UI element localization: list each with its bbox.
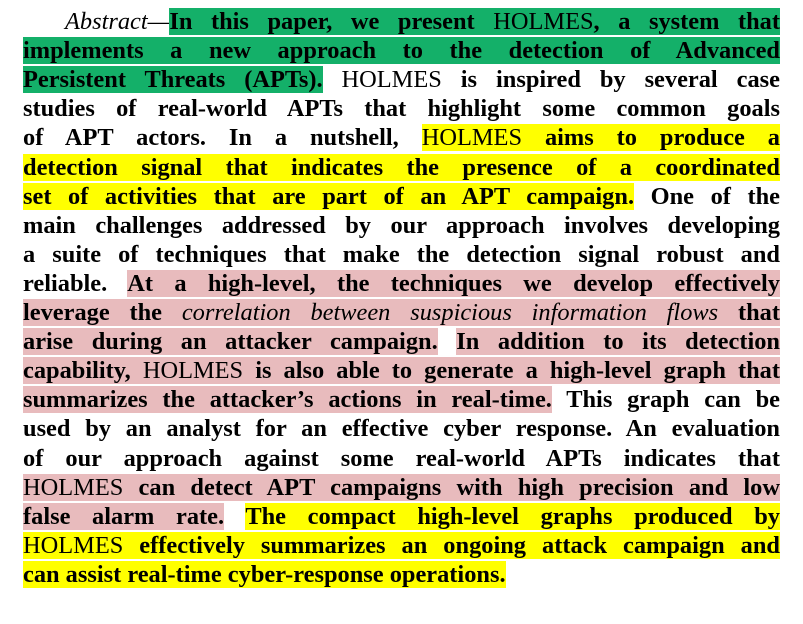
- abstract-line: [23, 328, 780, 356]
- pink-highlight-segment: summarizes the attacker’s actions in real-time.: [23, 386, 552, 414]
- green-highlight-segment: , a system that: [593, 8, 780, 35]
- abstract-line: [23, 241, 780, 269]
- system-name-smallcaps: OLMES: [160, 357, 244, 385]
- pink-highlight-segment: is also able to generate a high-level graph that: [243, 357, 780, 385]
- system-name-smallcaps: H: [341, 66, 360, 94]
- text-segment: One of the: [634, 182, 780, 210]
- text-segment: reliable.: [23, 269, 128, 297]
- pink-highlight-segment: In addition to its detection: [456, 328, 780, 356]
- abstract-line: [23, 154, 780, 182]
- pink-highlight-segment: that: [718, 299, 780, 326]
- pink-highlight-segment: false alarm rate.: [23, 502, 225, 530]
- abstract-line: [23, 124, 780, 152]
- text-segment: main challenges addressed by our approach involves developing: [23, 211, 780, 239]
- text-segment: of APT actors. In a nutshell,: [23, 124, 422, 152]
- abstract-line: [23, 386, 780, 414]
- system-name-smallcaps: H: [493, 8, 511, 35]
- yellow-highlight-segment: aims to produce a: [522, 124, 780, 152]
- abstract-line: [23, 415, 780, 443]
- pink-highlight-segment: capability,: [23, 357, 143, 385]
- text-segment: used by an analyst for an effective cyber response. An evaluation: [23, 415, 780, 443]
- pink-highlight-segment: can detect APT campaigns with high precision and low: [123, 473, 780, 501]
- green-highlight-segment: implements a new approach to the detection of Advanced: [23, 37, 780, 65]
- pink-highlight-segment: leverage the: [23, 299, 182, 326]
- abstract-line: [23, 474, 780, 502]
- system-name-smallcaps: OLMES: [40, 473, 124, 501]
- italic-phrase: correlation between suspicious information flows: [181, 299, 719, 326]
- text-segment: [224, 503, 245, 530]
- abstract-line: [23, 183, 780, 211]
- abstract-line: [23, 532, 780, 560]
- abstract-line: [23, 66, 780, 94]
- pink-highlight-segment: arise during an attacker campaign.: [23, 328, 438, 356]
- text-segment: studies of real-world APTs that highlight some common goals: [23, 95, 780, 123]
- abstract-line: [23, 270, 780, 298]
- yellow-highlight-segment: can assist real-time cyber-response operations.: [23, 560, 506, 588]
- text-segment: is inspired by several case: [441, 66, 780, 94]
- abstract-dash: —: [147, 8, 170, 35]
- system-name-smallcaps: H: [142, 357, 161, 385]
- pink-highlight-segment: At a high-level, the techniques we develop effectively: [127, 269, 780, 297]
- system-name-smallcaps: OLMES: [439, 124, 523, 152]
- yellow-highlight-segment: detection signal that indicates the presence of a coordinated: [23, 153, 780, 181]
- text-segment: [323, 66, 342, 93]
- system-name-smallcaps: OLMES: [40, 531, 124, 559]
- abstract-line: [23, 299, 780, 327]
- text-segment: This graph can be: [551, 386, 781, 414]
- text-segment: of our approach against some real-world APTs indicates that: [23, 444, 780, 472]
- system-name-smallcaps: H: [23, 473, 41, 501]
- abstract-line: [23, 561, 780, 589]
- yellow-highlight-segment: The compact high-level graphs produced by: [245, 502, 780, 530]
- green-highlight-segment: Persistent Threats (APTs).: [23, 66, 323, 94]
- abstract-line: [23, 95, 780, 123]
- abstract-line: [23, 445, 780, 473]
- system-name-smallcaps: H: [421, 124, 440, 152]
- abstract-line: [23, 212, 780, 240]
- yellow-highlight-segment: effectively summarizes an ongoing attack campaign and: [123, 531, 780, 559]
- text-segment: [438, 328, 457, 355]
- system-name-smallcaps: OLMES: [359, 66, 442, 94]
- green-highlight-segment: In this paper, we present: [169, 8, 494, 35]
- text-segment: a suite of techniques that make the detection signal robust and: [23, 240, 780, 268]
- abstract-line: [65, 8, 780, 36]
- abstract-line: [23, 503, 780, 531]
- yellow-highlight-segment: set of activities that are part of an APT campaign.: [23, 182, 635, 210]
- system-name-smallcaps: OLMES: [510, 8, 594, 35]
- abstract-line: [23, 357, 780, 385]
- system-name-smallcaps: H: [23, 531, 41, 559]
- abstract-label: Abstract: [65, 8, 148, 35]
- abstract-line: [23, 37, 780, 65]
